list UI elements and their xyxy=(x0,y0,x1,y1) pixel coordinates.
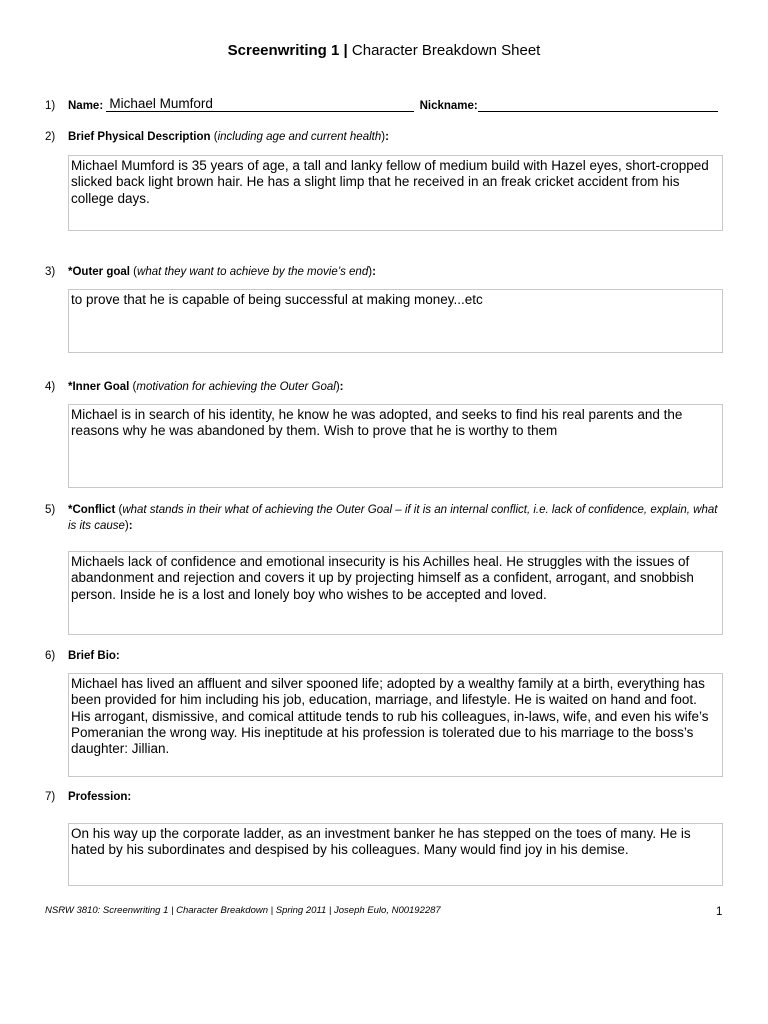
footer-text: NSRW 3810: Screenwriting 1 | Character Breakdown | Spring 2011 | Joseph Eulo, N00192287 xyxy=(45,905,441,916)
inner-goal-field[interactable]: Michael is in search of his identity, he know he was adopted, and seeks to find his real parents and the reasons why he was abandoned by them. Wish to prove that he is worthy to them xyxy=(68,404,723,488)
q2-prompt: 2) Brief Physical Description (including age and current health): xyxy=(45,131,389,143)
name-row xyxy=(45,96,735,112)
q6-label: Brief Bio: xyxy=(68,650,120,662)
q2-label: Brief Physical Description xyxy=(68,131,211,143)
q3-hint: what they want to achieve by the movie’s end xyxy=(137,266,369,278)
q4-label: *Inner Goal xyxy=(68,381,130,393)
profession-field[interactable]: On his way up the corporate ladder, as an investment banker he has stepped on the toes of many. He is hated by his subordinates and despised by his colleagues. Many would find joy in his demise. xyxy=(68,823,723,886)
page-number: 1 xyxy=(716,906,723,918)
physical-description-field[interactable]: Michael Mumford is 35 years of age, a tall and lanky fellow of medium build with Hazel eyes, short-cropped slicked back light brown hair. He has a slight limp that he received in an freak cricket accident from his college days. xyxy=(68,155,723,231)
q5-label: *Conflict xyxy=(68,504,116,516)
q2-hint: including age and current health xyxy=(217,131,382,143)
q3-number: 3) xyxy=(45,266,56,278)
q7-number: 7) xyxy=(45,791,56,803)
q5-hint: what stands in their what of achieving the Outer Goal – if it is an internal conflict, i.e. lack of confidence, explain, what is its cause xyxy=(68,504,718,532)
q1-number: 1) xyxy=(45,100,56,112)
q5-number: 5) xyxy=(45,504,56,516)
q2-number: 2) xyxy=(45,131,56,143)
conflict-field[interactable]: Michaels lack of confidence and emotional insecurity is his Achilles heal. He struggles with the issues of abandonment and rejection and covers it up by projecting himself as a confident, arrogant, and snobbish person. Inside he is a lost and lonely boy who wishes to be accepted and loved. xyxy=(68,551,723,635)
q6-prompt xyxy=(45,650,120,662)
nickname-label: Nickname: xyxy=(419,100,478,112)
outer-goal-field[interactable]: to prove that he is capable of being successful at making money...etc xyxy=(68,289,723,353)
q7-label: Profession: xyxy=(68,791,132,803)
name-value: Michael Mumford xyxy=(109,96,213,111)
name-field[interactable] xyxy=(106,96,414,112)
q6-number: 6) xyxy=(45,650,56,662)
q7-prompt xyxy=(45,791,131,803)
q4-number: 4) xyxy=(45,381,56,393)
bio-field[interactable]: Michael has lived an affluent and silver spooned life; adopted by a wealthy family at a birth, everything has been provided for him including his job, education, marriage, and lifestyle. He is waited on hand and foot. His arrogant, dismissive, and comical attitude tends to rub his colleagues, in-laws, wife, and even his wife’s Pomeranian the wrong way. His ineptitude at his profession is tolerated due to his marriage to the boss’s daughter: Jillian. xyxy=(68,673,723,777)
q3-label: *Outer goal xyxy=(68,266,130,278)
q5-prompt: 5) *Conflict (what stands in their what of achieving the Outer Goal – if it is an internal conflict, i.e. lack of confidence, explain, what is its cause): xyxy=(45,504,718,532)
nickname-field[interactable] xyxy=(478,97,718,112)
q4-prompt: 4) *Inner Goal (motivation for achieving the Outer Goal): xyxy=(45,381,344,393)
page-title xyxy=(0,42,768,59)
title-rest: Character Breakdown Sheet xyxy=(347,42,541,59)
name-label: Name: xyxy=(68,100,104,112)
q3-prompt: 3) *Outer goal (what they want to achieve by the movie’s end): xyxy=(45,266,376,278)
q4-hint: motivation for achieving the Outer Goal xyxy=(136,381,336,393)
title-bold: Screenwriting 1 | xyxy=(227,42,348,59)
